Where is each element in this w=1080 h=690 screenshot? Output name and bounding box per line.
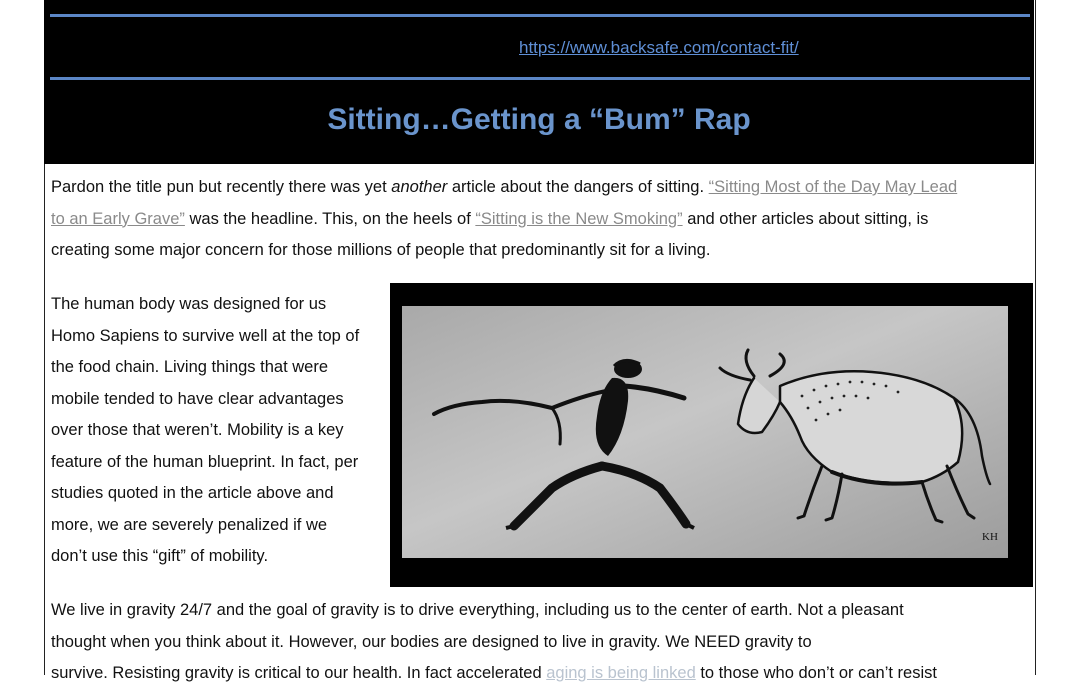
header-rule-top xyxy=(50,14,1030,17)
text-line: don’t use this “gift” of mobility. xyxy=(51,547,269,565)
header-rule-middle xyxy=(50,77,1030,80)
aging-link[interactable]: aging is being linked xyxy=(546,664,696,682)
text-run: was the headline. This, on the heels of xyxy=(184,209,476,228)
intro-paragraph xyxy=(51,172,1031,267)
text-line: the food chain. Living things that were xyxy=(51,358,329,376)
text-line: The human body was designed for us xyxy=(51,295,327,313)
text-run: survive. Resisting gravity is critical to our health. In fact accelerated xyxy=(51,664,547,682)
text-line xyxy=(51,204,1031,236)
contact-link[interactable]: https://www.backsafe.com/contact-fit/ xyxy=(519,38,799,57)
text-line: more, we are severely penalized if we xyxy=(51,515,328,534)
text-line: thought when you think about it. However, our bodies are designed to live in gravity. We NEED gravity to xyxy=(51,632,812,651)
article-link-new-smoking[interactable]: “Sitting is the New Smoking” xyxy=(475,209,683,228)
article-title: Sitting…Getting a “Bum” Rap xyxy=(327,103,751,136)
text-line: studies quoted in the article above and xyxy=(51,484,334,502)
body-paragraph-mobility xyxy=(51,289,389,573)
text-run: Pardon the title pun but recently there was yet xyxy=(51,178,392,196)
article-link-early-grave-cont[interactable]: to an Early Grave” xyxy=(51,209,185,228)
text-line xyxy=(51,658,1031,690)
text-line: over those that weren’t. Mobility is a key xyxy=(51,421,344,439)
text-line: We live in gravity 24/7 and the goal of gravity is to drive everything, including us to the center of earth. Not a pleasant xyxy=(51,601,904,619)
text-line: Homo Sapiens to survive well at the top of xyxy=(51,326,360,345)
painting-signature: KH xyxy=(982,531,998,543)
text-line: mobile tended to have clear advantages xyxy=(51,389,344,408)
gravity-paragraph xyxy=(51,595,1031,690)
cave-painting-image xyxy=(402,306,1008,558)
text-line: feature of the human blueprint. In fact, per xyxy=(51,452,359,471)
article-link-early-grave[interactable]: “Sitting Most of the Day May Lead xyxy=(708,178,958,196)
text-line xyxy=(51,235,1031,267)
header-band xyxy=(44,0,1034,164)
text-line xyxy=(51,172,1031,204)
text-run: creating some major concern for those millions of people that predominantly sit for a living. xyxy=(51,241,711,259)
emphasis-text: another xyxy=(391,178,448,196)
text-run: to those who don’t or can’t resist xyxy=(695,664,937,682)
text-run: article about the dangers of sitting. xyxy=(447,178,709,196)
text-run: and other articles about sitting, is xyxy=(682,209,929,228)
